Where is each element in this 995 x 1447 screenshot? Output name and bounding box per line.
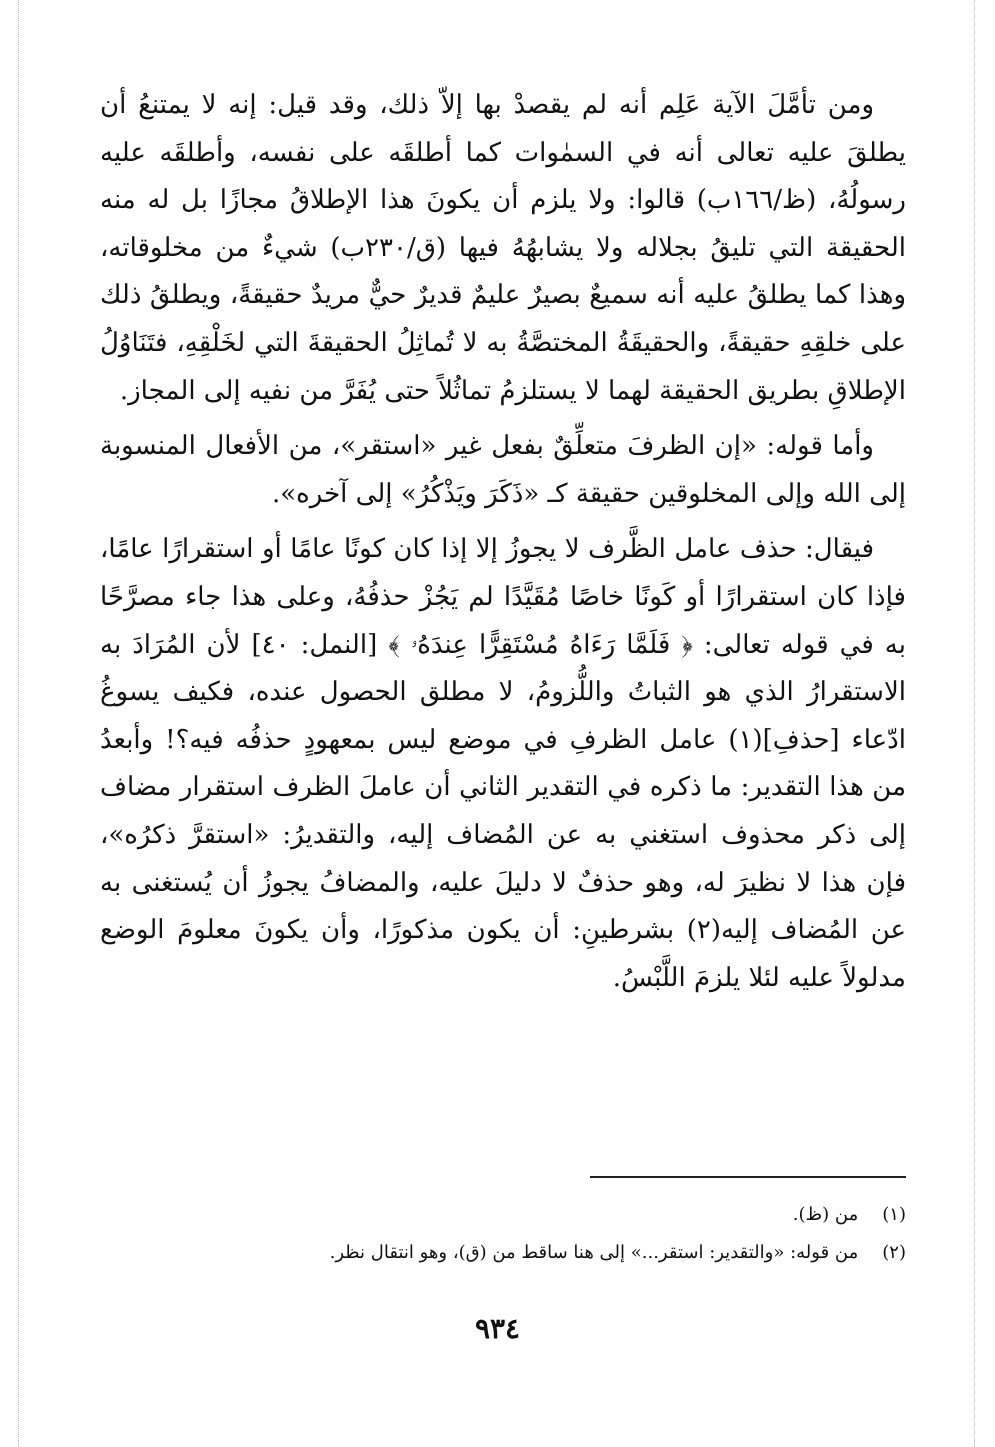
paragraph-3: فيقال: حذف عامل الظَّرف لا يجوزُ إلا إذا كان كونًا عامًا أو استقرارًا عامًا، فإذا كان استقرارًا أو كَونًا خاصًا مُقَيَّدًا لم يَجُزْ حذفُهُ، وعلى هذا جاء مصرَّحًا به في قوله تعالى: ﴿ فَلَمَّا رَءَاهُ مُسْتَقِرًّا عِندَهُۥ ﴾ [النمل: ٤٠] لأن المُرَادَ به الاستقرارُ الذي هو الثباتُ واللُّزومُ، لا مطلق الحصول عنده، فكيف يسوغُ ادّعاء [حذفِ](١) عامل الظرفِ في موضع ليس بمعهودٍ حذفُه فيه؟! وأبعدُ من هذا التقدير: ما ذكره في التقدير الثاني أن عاملَ الظرف استقرار مضاف إلى ذكر محذوف استغني به عن المُضاف إليه، والتقديرُ: «استقرَّ ذكرُه»، فإن هذا لا نظيرَ له، وهو حذفٌ لا دليلَ عليه، والمضافُ يجوزُ أن يُستغنى به عن المُضاف إليه(٢) بشرطينِ: أن يكون مذكورًا، وأن يكونَ معلومَ الوضع مدلولاً عليه لئلا يلزمَ اللَّبْسُ. — [100, 534, 906, 993]
right-dotted-guide — [974, 0, 975, 1447]
main-text — [100, 82, 906, 1002]
footnote-text: من (ظ). — [792, 1204, 859, 1225]
paragraph-2: وأما قوله: «إن الظرفَ متعلِّقٌ بفعل غير «استقر»، من الأفعال المنسوبة إلى الله وإلى المخلوقين حقيقة كـ «ذَكَرَ ويَذْكُرُ» إلى آخره». — [100, 431, 906, 509]
page-number: ٩٣٤ — [474, 1312, 521, 1345]
left-dotted-guide — [18, 0, 19, 1447]
paragraph-1: ومن تأمَّلَ الآية عَلِم أنه لم يقصدْ بها إلاّ ذلك، وقد قيل: إنه لا يمتنعُ أن يطلقَ عليه تعالى أنه في السمٰوات كما أطلقَه على نفسه، وأطلقَه عليه رسولُهُ، (ظ/١٦٦ب) قالوا: ولا يلزم أن يكونَ هذا الإطلاقُ مجازًا بل له منه الحقيقة التي تليقُ بجلاله ولا يشابهُهُ فيها (ق/٢٣٠ب) شيءٌ من مخلوقاته، وهذا كما يطلقُ عليه أنه سميعٌ بصيرٌ عليمٌ قديرٌ حيٌّ مريدٌ حقيقةً، ويطلقُ ذلك على خلقِهِ حقيقةً، والحقيقَةُ المختصَّةُ به لا تُماثِلُ الحقيقةَ التي لخَلْقِهِ، فتَنَاوُلُ الإطلاقِ بطريق الحقيقة لهما لا يستلزمُ تماثُلاً حتى يُفَرَّ من نفيه إلى المجاز. — [100, 90, 906, 406]
footnote-2 — [100, 1234, 906, 1272]
footnote-separator — [590, 1176, 906, 1178]
footnote-number: (١) — [882, 1204, 906, 1225]
footnote-number: (٢) — [882, 1242, 906, 1263]
footnote-1 — [100, 1196, 906, 1234]
footnote-text: من قوله: «والتقدير: استقر...» إلى هنا ساقط من (ق)، وهو انتقال نظر. — [329, 1242, 859, 1263]
footnotes — [100, 1196, 906, 1272]
